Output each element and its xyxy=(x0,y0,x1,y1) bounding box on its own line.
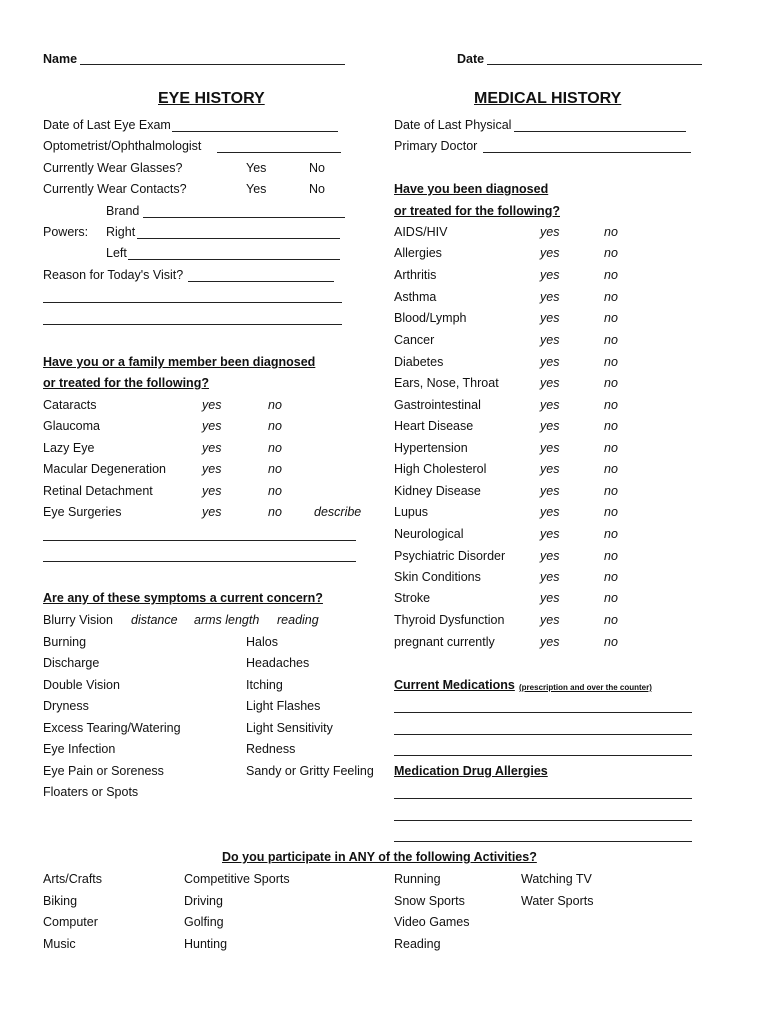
reason-line-3[interactable] xyxy=(43,324,342,325)
eye-condition-label: Retinal Detachment xyxy=(43,484,153,498)
power-right-label: Right xyxy=(106,225,136,239)
eye-condition-no[interactable]: no xyxy=(268,441,282,455)
power-right-field[interactable] xyxy=(137,238,340,239)
symptom-blurry-vision[interactable]: Blurry Vision xyxy=(43,613,113,627)
optometrist-field[interactable] xyxy=(217,152,341,153)
reason-line-2[interactable] xyxy=(43,302,342,303)
activity-item[interactable]: Golfing xyxy=(184,915,224,929)
date-label: Date xyxy=(457,52,485,66)
medical-condition-no[interactable]: no xyxy=(604,268,618,282)
primary-doctor-label: Primary Doctor xyxy=(394,139,478,153)
medical-condition-no[interactable]: no xyxy=(604,591,618,605)
family-history-heading: Have you or a family member been diagnosed xyxy=(43,355,316,369)
medical-condition-label: Diabetes xyxy=(394,355,444,369)
medical-condition-yes[interactable]: yes xyxy=(540,505,560,519)
reason-label: Reason for Today's Visit? xyxy=(43,268,184,282)
symptom-item[interactable]: Halos xyxy=(246,635,278,649)
medications-line-2[interactable] xyxy=(394,734,692,735)
medical-condition-label: Gastrointestinal xyxy=(394,398,481,412)
optometrist-label: Optometrist/Ophthalmologist xyxy=(43,139,202,153)
activity-item[interactable]: Watching TV xyxy=(521,872,592,886)
primary-doctor-field[interactable] xyxy=(483,152,691,153)
activities-heading: Do you participate in ANY of the following Activities? xyxy=(222,850,537,864)
power-left-field[interactable] xyxy=(128,259,340,260)
describe-label: describe xyxy=(314,505,362,519)
medical-condition-no[interactable]: no xyxy=(604,376,618,390)
medical-condition-yes[interactable]: yes xyxy=(540,570,560,584)
name-label: Name xyxy=(43,52,78,66)
symptom-item[interactable]: Floaters or Spots xyxy=(43,785,139,799)
activity-item[interactable]: Arts/Crafts xyxy=(43,872,103,886)
medical-condition-no[interactable]: no xyxy=(604,246,618,260)
eye-condition-yes[interactable]: yes xyxy=(202,484,222,498)
eye-condition-yes[interactable]: yes xyxy=(202,419,222,433)
diagnosed-heading-2: or treated for the following? xyxy=(394,204,560,218)
eye-condition-label: Glaucoma xyxy=(43,419,100,433)
medical-history-title: MEDICAL HISTORY xyxy=(474,90,622,107)
activity-item[interactable]: Driving xyxy=(184,894,223,908)
activity-item[interactable]: Snow Sports xyxy=(394,894,465,908)
eye-history-title: EYE HISTORY xyxy=(158,90,265,107)
symptom-item[interactable]: Eye Pain or Soreness xyxy=(43,764,164,778)
eye-condition-yes[interactable]: yes xyxy=(202,505,222,519)
eye-condition-no[interactable]: no xyxy=(268,398,282,412)
symptom-item[interactable]: Sandy or Gritty Feeling xyxy=(246,764,374,778)
last-eye-exam-label: Date of Last Eye Exam xyxy=(43,118,171,132)
medical-condition-no[interactable]: no xyxy=(604,635,618,649)
diagnosed-heading: Have you been diagnosed xyxy=(394,182,549,196)
blurry-reading-option[interactable]: reading xyxy=(277,613,319,627)
date-field[interactable] xyxy=(487,64,702,65)
medical-condition-label: Lupus xyxy=(394,505,429,519)
eye-condition-yes[interactable]: yes xyxy=(202,441,222,455)
activity-item[interactable]: Music xyxy=(43,937,76,951)
medical-condition-yes[interactable]: yes xyxy=(540,419,560,433)
symptom-item[interactable]: Headaches xyxy=(246,656,310,670)
glasses-no-option[interactable]: No xyxy=(309,161,325,175)
eye-condition-no[interactable]: no xyxy=(268,419,282,433)
medical-condition-no[interactable]: no xyxy=(604,570,618,584)
medical-condition-label: Asthma xyxy=(394,290,437,304)
drug-allergies-heading: Medication Drug Allergies xyxy=(394,764,548,778)
medical-condition-no[interactable]: no xyxy=(604,290,618,304)
medical-condition-no[interactable]: no xyxy=(604,549,618,563)
activity-item[interactable]: Competitive Sports xyxy=(184,872,290,886)
medical-condition-label: Stroke xyxy=(394,591,431,605)
last-physical-field[interactable] xyxy=(514,131,686,132)
glasses-label: Currently Wear Glasses? xyxy=(43,161,183,175)
symptom-item[interactable]: Burning xyxy=(43,635,87,649)
name-field[interactable] xyxy=(80,64,345,65)
medical-condition-yes[interactable]: yes xyxy=(540,355,560,369)
activity-item[interactable]: Video Games xyxy=(394,915,470,929)
last-physical-label: Date of Last Physical xyxy=(394,118,512,132)
eye-condition-no[interactable]: no xyxy=(268,462,282,476)
activity-item[interactable]: Reading xyxy=(394,937,441,951)
brand-label: Brand xyxy=(106,204,140,218)
symptom-item[interactable]: Excess Tearing/Watering xyxy=(43,721,181,735)
medical-condition-label: Hypertension xyxy=(394,441,468,455)
symptom-item[interactable]: Discharge xyxy=(43,656,100,670)
medical-condition-yes[interactable]: yes xyxy=(540,635,560,649)
brand-field[interactable] xyxy=(143,217,345,218)
blurry-distance-option[interactable]: distance xyxy=(131,613,178,627)
medical-condition-label: Kidney Disease xyxy=(394,484,481,498)
medical-condition-yes[interactable]: yes xyxy=(540,591,560,605)
symptom-item[interactable]: Itching xyxy=(246,678,283,692)
activity-item[interactable]: Running xyxy=(394,872,441,886)
reason-field[interactable] xyxy=(188,281,334,282)
surgery-describe-line-1[interactable] xyxy=(43,540,356,541)
eye-condition-label: Macular Degeneration xyxy=(43,462,166,476)
medical-condition-no[interactable]: no xyxy=(604,398,618,412)
medical-condition-yes[interactable]: yes xyxy=(540,311,560,325)
drug-allergies-line-2[interactable] xyxy=(394,820,692,821)
eye-condition-no[interactable]: no xyxy=(268,505,282,519)
medical-condition-no[interactable]: no xyxy=(604,505,618,519)
power-left-label: Left xyxy=(106,246,127,260)
surgery-describe-line-2[interactable] xyxy=(43,561,356,562)
powers-label: Powers: xyxy=(43,225,89,239)
medical-condition-label: AIDS/HIV xyxy=(394,225,448,239)
medical-condition-no[interactable]: no xyxy=(604,333,618,347)
medical-condition-no[interactable]: no xyxy=(604,441,618,455)
medical-condition-yes[interactable]: yes xyxy=(540,441,560,455)
medical-condition-no[interactable]: no xyxy=(604,613,618,627)
medical-condition-yes[interactable]: yes xyxy=(540,484,560,498)
medical-condition-yes[interactable]: yes xyxy=(540,398,560,412)
drug-allergies-line-1[interactable] xyxy=(394,798,692,799)
last-eye-exam-field[interactable] xyxy=(172,131,338,132)
medical-condition-label: pregnant currently xyxy=(394,635,495,649)
medical-condition-yes[interactable]: yes xyxy=(540,527,560,541)
medical-condition-yes[interactable]: yes xyxy=(540,613,560,627)
medical-condition-label: Skin Conditions xyxy=(394,570,481,584)
medical-condition-yes[interactable]: yes xyxy=(540,246,560,260)
activity-item[interactable]: Computer xyxy=(43,915,98,929)
medications-line-1[interactable] xyxy=(394,712,692,713)
medications-heading: Current Medications xyxy=(394,678,515,692)
symptom-item[interactable]: Light Sensitivity xyxy=(246,721,333,735)
medical-condition-yes[interactable]: yes xyxy=(540,549,560,563)
medical-condition-label: High Cholesterol xyxy=(394,462,487,476)
medical-condition-yes[interactable]: yes xyxy=(540,290,560,304)
medical-condition-yes[interactable]: yes xyxy=(540,225,560,239)
eye-condition-no[interactable]: no xyxy=(268,484,282,498)
medical-condition-yes[interactable]: yes xyxy=(540,268,560,282)
contacts-label: Currently Wear Contacts? xyxy=(43,182,187,196)
symptom-item[interactable]: Dryness xyxy=(43,699,89,713)
medical-condition-no[interactable]: no xyxy=(604,311,618,325)
symptom-item[interactable]: Double Vision xyxy=(43,678,120,692)
medical-condition-label: Neurological xyxy=(394,527,464,541)
activity-item[interactable]: Hunting xyxy=(184,937,228,951)
medical-condition-no[interactable]: no xyxy=(604,419,618,433)
medical-condition-yes[interactable]: yes xyxy=(540,462,560,476)
contacts-yes-option[interactable]: Yes xyxy=(246,182,267,196)
activity-item[interactable]: Water Sports xyxy=(521,894,594,908)
symptoms-heading: Are any of these symptoms a current concern? xyxy=(43,591,323,605)
medical-condition-label: Thyroid Dysfunction xyxy=(394,613,505,627)
medical-condition-yes[interactable]: yes xyxy=(540,376,560,390)
medical-condition-label: Cancer xyxy=(394,333,435,347)
drug-allergies-line-3[interactable] xyxy=(394,841,692,842)
symptom-item[interactable]: Light Flashes xyxy=(246,699,321,713)
medical-condition-no[interactable]: no xyxy=(604,462,618,476)
medical-condition-label: Heart Disease xyxy=(394,419,474,433)
eye-condition-label: Cataracts xyxy=(43,398,97,412)
eye-condition-label: Lazy Eye xyxy=(43,441,95,455)
eye-condition-yes[interactable]: yes xyxy=(202,462,222,476)
symptom-item[interactable]: Redness xyxy=(246,742,296,756)
medications-note: (prescription and over the counter) xyxy=(519,683,652,692)
blurry-arms-length-option[interactable]: arms length xyxy=(194,613,260,627)
family-history-heading-2: or treated for the following? xyxy=(43,376,209,390)
medications-line-3[interactable] xyxy=(394,755,692,756)
medical-condition-no[interactable]: no xyxy=(604,225,618,239)
medical-condition-label: Allergies xyxy=(394,246,442,260)
medical-condition-no[interactable]: no xyxy=(604,527,618,541)
medical-condition-label: Ears, Nose, Throat xyxy=(394,376,499,390)
eye-condition-label: Eye Surgeries xyxy=(43,505,122,519)
medical-condition-no[interactable]: no xyxy=(604,484,618,498)
medical-condition-yes[interactable]: yes xyxy=(540,333,560,347)
medical-condition-label: Blood/Lymph xyxy=(394,311,467,325)
symptom-item[interactable]: Eye Infection xyxy=(43,742,116,756)
medical-condition-label: Psychiatric Disorder xyxy=(394,549,506,563)
contacts-no-option[interactable]: No xyxy=(309,182,325,196)
glasses-yes-option[interactable]: Yes xyxy=(246,161,267,175)
medical-condition-label: Arthritis xyxy=(394,268,437,282)
medical-condition-no[interactable]: no xyxy=(604,355,618,369)
eye-condition-yes[interactable]: yes xyxy=(202,398,222,412)
activity-item[interactable]: Biking xyxy=(43,894,78,908)
